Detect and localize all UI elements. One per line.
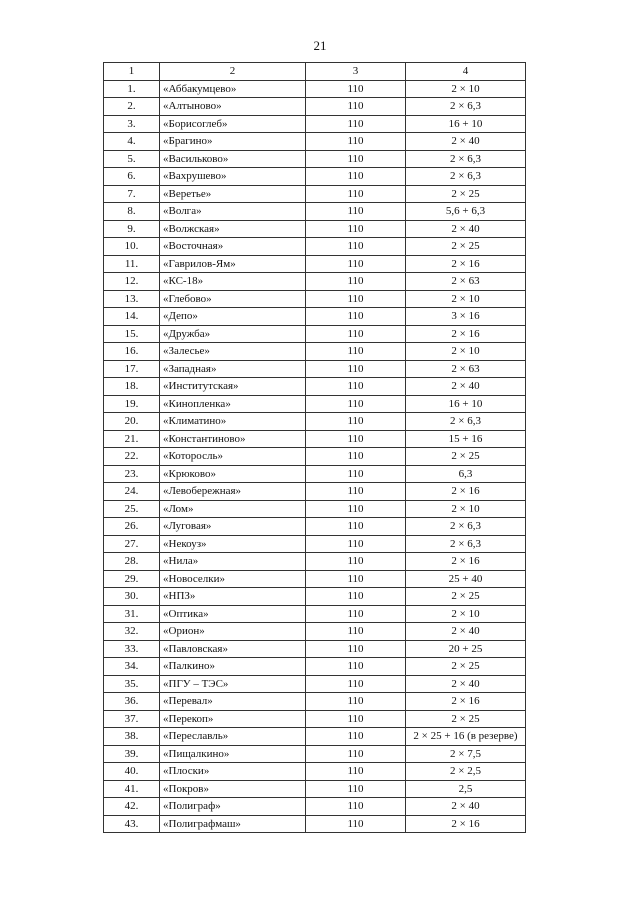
row-number: 40.: [104, 763, 160, 781]
substation-name: «Которосль»: [160, 448, 306, 466]
table-row: [104, 570, 526, 588]
row-number: 30.: [104, 588, 160, 606]
row-number: 25.: [104, 500, 160, 518]
substation-name: «НПЗ»: [160, 588, 306, 606]
substation-name: «Залесье»: [160, 343, 306, 361]
transformer-power-cell: 2 × 63: [406, 273, 526, 291]
table-row: [104, 500, 526, 518]
voltage-cell: 110: [306, 360, 406, 378]
substation-name: «Полиграфмаш»: [160, 815, 306, 833]
row-number: 18.: [104, 378, 160, 396]
voltage-cell: 110: [306, 815, 406, 833]
voltage-cell: 110: [306, 308, 406, 326]
voltage-cell: 110: [306, 290, 406, 308]
table-row: [104, 448, 526, 466]
substation-name: «Гаврилов-Ям»: [160, 255, 306, 273]
transformer-power-cell: 2 × 6,3: [406, 98, 526, 116]
row-number: 21.: [104, 430, 160, 448]
table-row: [104, 168, 526, 186]
row-number: 34.: [104, 658, 160, 676]
row-number: 43.: [104, 815, 160, 833]
voltage-cell: 110: [306, 518, 406, 536]
transformer-power-cell: 2 × 16: [406, 255, 526, 273]
transformer-power-cell: 2 × 25: [406, 185, 526, 203]
transformer-power-cell: 2 × 25: [406, 588, 526, 606]
voltage-cell: 110: [306, 465, 406, 483]
row-number: 32.: [104, 623, 160, 641]
row-number: 10.: [104, 238, 160, 256]
transformer-power-cell: 2 × 25 + 16 (в резерве): [406, 728, 526, 746]
voltage-cell: 110: [306, 605, 406, 623]
table-row: [104, 675, 526, 693]
substation-name: «Оптика»: [160, 605, 306, 623]
table-header-row: [104, 63, 526, 81]
substation-name: «Крюково»: [160, 465, 306, 483]
row-number: 22.: [104, 448, 160, 466]
transformer-power-cell: 2 × 10: [406, 500, 526, 518]
table-row: [104, 780, 526, 798]
row-number: 9.: [104, 220, 160, 238]
voltage-cell: 110: [306, 395, 406, 413]
substation-name: «Плоски»: [160, 763, 306, 781]
row-number: 1.: [104, 80, 160, 98]
voltage-cell: 110: [306, 798, 406, 816]
voltage-cell: 110: [306, 500, 406, 518]
row-number: 36.: [104, 693, 160, 711]
table-row: [104, 395, 526, 413]
voltage-cell: 110: [306, 675, 406, 693]
column-header-2: 2: [160, 63, 306, 81]
table-row: [104, 80, 526, 98]
row-number: 38.: [104, 728, 160, 746]
voltage-cell: 110: [306, 185, 406, 203]
table-row: [104, 185, 526, 203]
row-number: 29.: [104, 570, 160, 588]
transformer-power-cell: 2 × 40: [406, 675, 526, 693]
row-number: 8.: [104, 203, 160, 221]
substation-name: «ПГУ – ТЭС»: [160, 675, 306, 693]
voltage-cell: 110: [306, 430, 406, 448]
transformer-power-cell: 2 × 25: [406, 658, 526, 676]
substation-name: «Переславль»: [160, 728, 306, 746]
voltage-cell: 110: [306, 150, 406, 168]
row-number: 14.: [104, 308, 160, 326]
voltage-cell: 110: [306, 325, 406, 343]
transformer-power-cell: 2 × 7,5: [406, 745, 526, 763]
substation-name: «Васильково»: [160, 150, 306, 168]
transformer-power-cell: 2 × 10: [406, 80, 526, 98]
table-row: [104, 203, 526, 221]
table-row: [104, 378, 526, 396]
voltage-cell: 110: [306, 693, 406, 711]
column-header-1: 1: [104, 63, 160, 81]
voltage-cell: 110: [306, 273, 406, 291]
row-number: 42.: [104, 798, 160, 816]
voltage-cell: 110: [306, 588, 406, 606]
row-number: 20.: [104, 413, 160, 431]
row-number: 2.: [104, 98, 160, 116]
substation-name: «Восточная»: [160, 238, 306, 256]
table-row: [104, 273, 526, 291]
voltage-cell: 110: [306, 640, 406, 658]
transformer-power-cell: 2 × 16: [406, 815, 526, 833]
row-number: 12.: [104, 273, 160, 291]
table-row: [104, 658, 526, 676]
transformer-power-cell: 16 + 10: [406, 395, 526, 413]
transformer-power-cell: 2 × 10: [406, 343, 526, 361]
substations-table: [103, 62, 526, 833]
substation-name: «Новоселки»: [160, 570, 306, 588]
substation-name: «КС-18»: [160, 273, 306, 291]
table-body: [104, 80, 526, 833]
substation-name: «Луговая»: [160, 518, 306, 536]
transformer-power-cell: 2,5: [406, 780, 526, 798]
substation-name: «Западная»: [160, 360, 306, 378]
row-number: 31.: [104, 605, 160, 623]
transformer-power-cell: 2 × 25: [406, 448, 526, 466]
column-header-3: 3: [306, 63, 406, 81]
row-number: 39.: [104, 745, 160, 763]
table-row: [104, 728, 526, 746]
transformer-power-cell: 6,3: [406, 465, 526, 483]
voltage-cell: 110: [306, 238, 406, 256]
row-number: 15.: [104, 325, 160, 343]
substation-name: «Лом»: [160, 500, 306, 518]
voltage-cell: 110: [306, 80, 406, 98]
table-row: [104, 763, 526, 781]
table-row: [104, 605, 526, 623]
substation-name: «Покров»: [160, 780, 306, 798]
row-number: 7.: [104, 185, 160, 203]
row-number: 23.: [104, 465, 160, 483]
transformer-power-cell: 3 × 16: [406, 308, 526, 326]
transformer-power-cell: 2 × 25: [406, 710, 526, 728]
transformer-power-cell: 15 + 16: [406, 430, 526, 448]
table-row: [104, 465, 526, 483]
table-row: [104, 588, 526, 606]
transformer-power-cell: 5,6 + 6,3: [406, 203, 526, 221]
substation-name: «Глебово»: [160, 290, 306, 308]
table-row: [104, 255, 526, 273]
substation-name: «Брагино»: [160, 133, 306, 151]
table-row: [104, 535, 526, 553]
transformer-power-cell: 2 × 16: [406, 483, 526, 501]
transformer-power-cell: 20 + 25: [406, 640, 526, 658]
table-row: [104, 290, 526, 308]
transformer-power-cell: 2 × 40: [406, 220, 526, 238]
row-number: 16.: [104, 343, 160, 361]
transformer-power-cell: 2 × 6,3: [406, 150, 526, 168]
voltage-cell: 110: [306, 763, 406, 781]
transformer-power-cell: 2 × 40: [406, 623, 526, 641]
row-number: 19.: [104, 395, 160, 413]
table-row: [104, 430, 526, 448]
voltage-cell: 110: [306, 115, 406, 133]
transformer-power-cell: 2 × 6,3: [406, 168, 526, 186]
voltage-cell: 110: [306, 570, 406, 588]
voltage-cell: 110: [306, 658, 406, 676]
table-row: [104, 413, 526, 431]
transformer-power-cell: 2 × 16: [406, 553, 526, 571]
substation-name: «Климатино»: [160, 413, 306, 431]
row-number: 13.: [104, 290, 160, 308]
transformer-power-cell: 2 × 2,5: [406, 763, 526, 781]
voltage-cell: 110: [306, 553, 406, 571]
table-row: [104, 133, 526, 151]
voltage-cell: 110: [306, 780, 406, 798]
table-row: [104, 693, 526, 711]
voltage-cell: 110: [306, 745, 406, 763]
voltage-cell: 110: [306, 378, 406, 396]
substation-name: «Депо»: [160, 308, 306, 326]
transformer-power-cell: 2 × 16: [406, 325, 526, 343]
substation-name: «Павловская»: [160, 640, 306, 658]
substation-name: «Перевал»: [160, 693, 306, 711]
substation-name: «Веретье»: [160, 185, 306, 203]
substation-name: «Дружба»: [160, 325, 306, 343]
substation-name: «Борисоглеб»: [160, 115, 306, 133]
substation-name: «Институтская»: [160, 378, 306, 396]
substation-name: «Волга»: [160, 203, 306, 221]
substation-name: «Палкино»: [160, 658, 306, 676]
row-number: 35.: [104, 675, 160, 693]
row-number: 41.: [104, 780, 160, 798]
voltage-cell: 110: [306, 728, 406, 746]
row-number: 33.: [104, 640, 160, 658]
table-row: [104, 325, 526, 343]
transformer-power-cell: 2 × 6,3: [406, 535, 526, 553]
row-number: 3.: [104, 115, 160, 133]
transformer-power-cell: 25 + 40: [406, 570, 526, 588]
table-row: [104, 710, 526, 728]
transformer-power-cell: 16 + 10: [406, 115, 526, 133]
voltage-cell: 110: [306, 623, 406, 641]
row-number: 4.: [104, 133, 160, 151]
substation-name: «Пищалкино»: [160, 745, 306, 763]
row-number: 37.: [104, 710, 160, 728]
table-row: [104, 150, 526, 168]
table-row: [104, 553, 526, 571]
row-number: 5.: [104, 150, 160, 168]
transformer-power-cell: 2 × 6,3: [406, 413, 526, 431]
voltage-cell: 110: [306, 220, 406, 238]
table-row: [104, 238, 526, 256]
row-number: 28.: [104, 553, 160, 571]
substation-name: «Кинопленка»: [160, 395, 306, 413]
voltage-cell: 110: [306, 448, 406, 466]
substation-name: «Константиново»: [160, 430, 306, 448]
voltage-cell: 110: [306, 535, 406, 553]
substation-name: «Орион»: [160, 623, 306, 641]
voltage-cell: 110: [306, 168, 406, 186]
transformer-power-cell: 2 × 25: [406, 238, 526, 256]
substation-name: «Некоуз»: [160, 535, 306, 553]
table-row: [104, 640, 526, 658]
transformer-power-cell: 2 × 40: [406, 133, 526, 151]
row-number: 27.: [104, 535, 160, 553]
voltage-cell: 110: [306, 710, 406, 728]
voltage-cell: 110: [306, 133, 406, 151]
table-row: [104, 483, 526, 501]
substation-name: «Алтыново»: [160, 98, 306, 116]
table-row: [104, 623, 526, 641]
substation-name: «Волжская»: [160, 220, 306, 238]
substation-name: «Нила»: [160, 553, 306, 571]
table-row: [104, 115, 526, 133]
transformer-power-cell: 2 × 40: [406, 378, 526, 396]
voltage-cell: 110: [306, 413, 406, 431]
row-number: 24.: [104, 483, 160, 501]
substation-name: «Полиграф»: [160, 798, 306, 816]
substation-name: «Аббакумцево»: [160, 80, 306, 98]
voltage-cell: 110: [306, 98, 406, 116]
substation-name: «Перекоп»: [160, 710, 306, 728]
transformer-power-cell: 2 × 6,3: [406, 518, 526, 536]
table-row: [104, 360, 526, 378]
transformer-power-cell: 2 × 10: [406, 605, 526, 623]
table-row: [104, 518, 526, 536]
voltage-cell: 110: [306, 343, 406, 361]
substation-name: «Вахрушево»: [160, 168, 306, 186]
substation-name: «Левобережная»: [160, 483, 306, 501]
transformer-power-cell: 2 × 40: [406, 798, 526, 816]
row-number: 6.: [104, 168, 160, 186]
table-row: [104, 815, 526, 833]
row-number: 11.: [104, 255, 160, 273]
table-row: [104, 343, 526, 361]
row-number: 26.: [104, 518, 160, 536]
voltage-cell: 110: [306, 483, 406, 501]
table-row: [104, 308, 526, 326]
transformer-power-cell: 2 × 10: [406, 290, 526, 308]
table-row: [104, 98, 526, 116]
transformer-power-cell: 2 × 16: [406, 693, 526, 711]
page-number: 21: [313, 38, 327, 53]
voltage-cell: 110: [306, 255, 406, 273]
table-row: [104, 745, 526, 763]
row-number: 17.: [104, 360, 160, 378]
transformer-power-cell: 2 × 63: [406, 360, 526, 378]
column-header-4: 4: [406, 63, 526, 81]
table-row: [104, 798, 526, 816]
table-row: [104, 220, 526, 238]
voltage-cell: 110: [306, 203, 406, 221]
